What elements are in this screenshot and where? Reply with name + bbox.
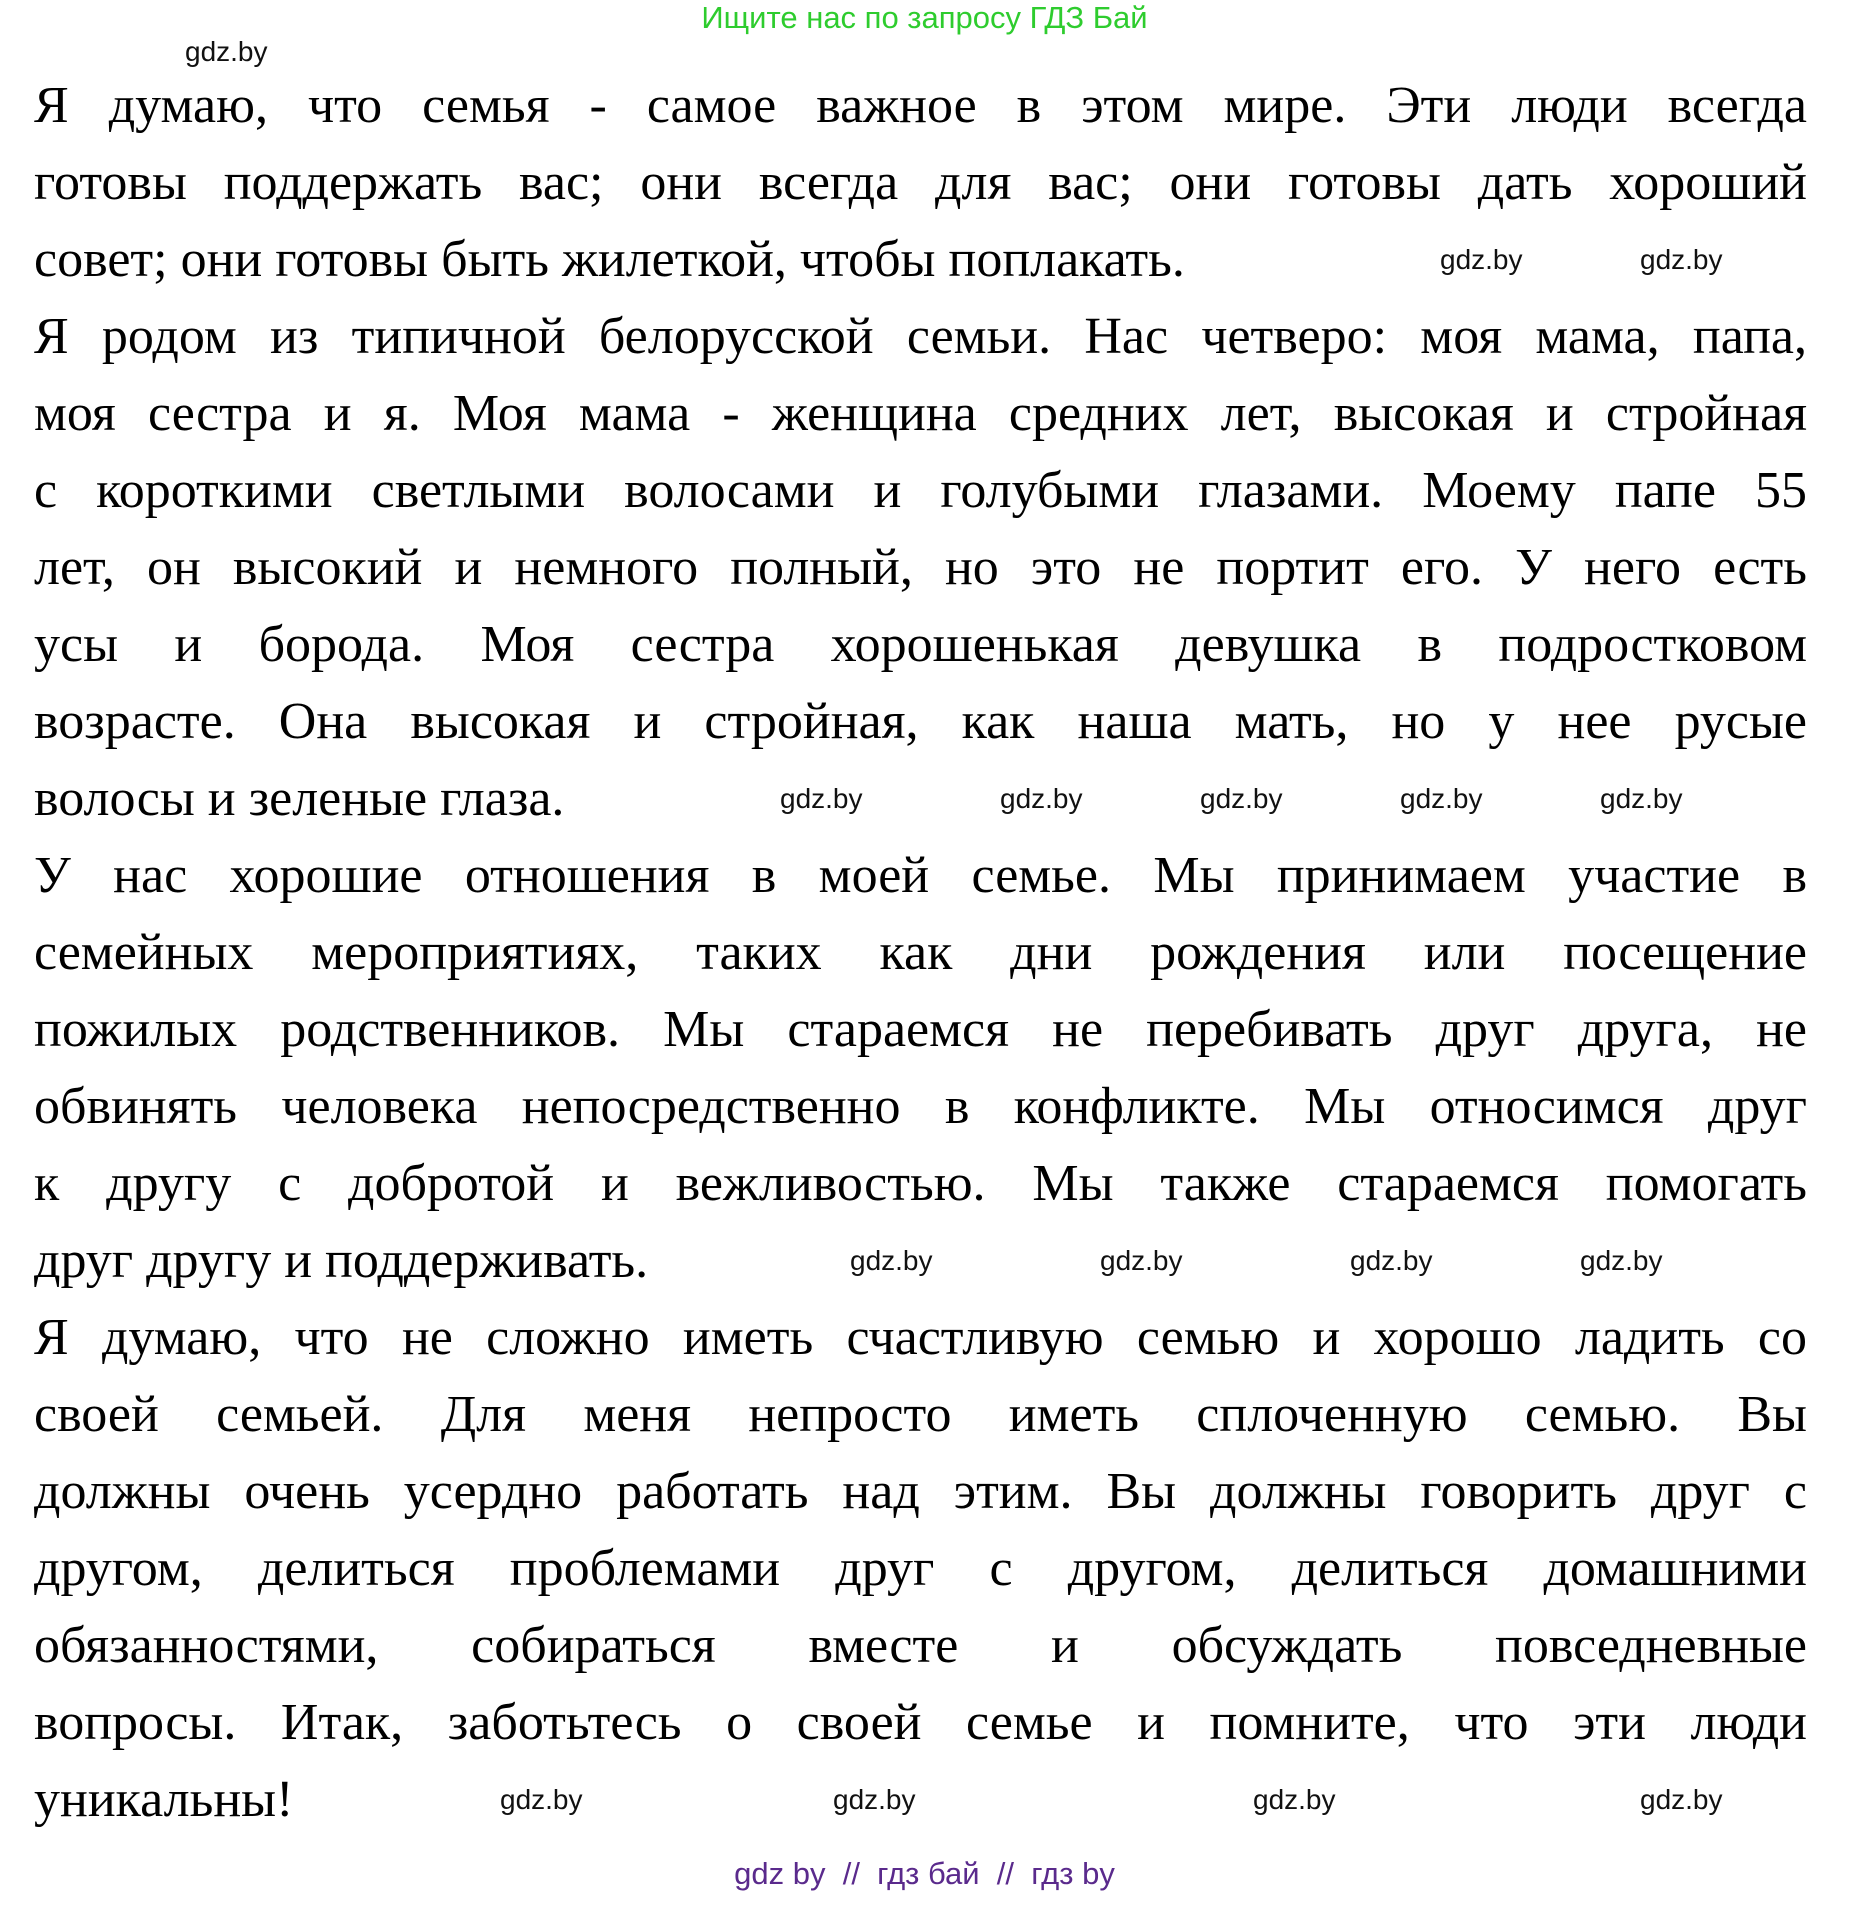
watermark: gdz.by: [1640, 1784, 1723, 1815]
paragraph: [34, 837, 1807, 1299]
text-line: моя сестра и я. Моя мама - женщина средних лет, высокая и стройная: [34, 385, 1807, 442]
text-line: Я родом из типичной белорусской семьи. Нас четверо: моя мама, папа,: [34, 308, 1807, 365]
watermark: gdz.by: [833, 1784, 916, 1815]
text-line: с короткими светлыми волосами и голубыми глазами. Моему папе 55: [34, 462, 1807, 519]
text-line: Я думаю, что не сложно иметь счастливую семью и хорошо ладить со: [34, 1309, 1807, 1366]
watermark: gdz.by: [1580, 1245, 1663, 1276]
text-line: возрасте. Она высокая и стройная, как наша мать, но у нее русые: [34, 693, 1807, 750]
text-line: У нас хорошие отношения в моей семье. Мы принимаем участие в: [34, 847, 1807, 904]
watermark: gdz.by: [1350, 1245, 1433, 1276]
text-line: своей семьей. Для меня непросто иметь сплоченную семью. Вы: [34, 1386, 1807, 1443]
text-line: уникальны!: [34, 1771, 294, 1828]
watermark: gdz.by: [1200, 783, 1283, 814]
watermark: gdz.by: [1600, 783, 1683, 814]
text-line: волосы и зеленые глаза.: [34, 770, 565, 827]
text-line: другом, делиться проблемами друг с другом, делиться домашними: [34, 1540, 1807, 1597]
essay-text: [34, 67, 1807, 1838]
paragraph: [34, 67, 1807, 298]
text-line: семейных мероприятиях, таких как дни рождения или посещение: [34, 924, 1807, 981]
search-hint-header: Ищите нас по запросу ГДЗ Бай: [701, 0, 1148, 35]
watermark: gdz.by: [500, 1784, 583, 1815]
text-line: обвинять человека непосредственно в конфликте. Мы относимся друг: [34, 1078, 1807, 1135]
text-line: Я думаю, что семья - самое важное в этом мире. Эти люди всегда: [34, 77, 1807, 134]
watermark: gdz.by: [1640, 244, 1723, 275]
paragraph: [34, 1299, 1807, 1838]
text-line: лет, он высокий и немного полный, но это не портит его. У него есть: [34, 539, 1807, 596]
watermark: gdz.by: [1253, 1784, 1336, 1815]
text-line: к другу с добротой и вежливостью. Мы также стараемся помогать: [34, 1155, 1807, 1212]
text-line: друг другу и поддерживать.: [34, 1232, 649, 1289]
watermark: gdz.by: [1440, 244, 1523, 275]
watermark: gdz.by: [185, 36, 268, 67]
watermark: gdz.by: [1000, 783, 1083, 814]
watermark: gdz.by: [1400, 783, 1483, 814]
text-line: обязанностями, собираться вместе и обсуждать повседневные: [34, 1617, 1807, 1674]
watermark: gdz.by: [780, 783, 863, 814]
site-footer: gdz by // гдз бай // гдз by: [734, 1856, 1115, 1891]
watermark: gdz.by: [850, 1245, 933, 1276]
text-line: совет; они готовы быть жилеткой, чтобы поплакать.: [34, 231, 1185, 288]
text-line: должны очень усердно работать над этим. Вы должны говорить друг с: [34, 1463, 1807, 1520]
text-line: усы и борода. Моя сестра хорошенькая девушка в подростковом: [34, 616, 1807, 673]
text-line: вопросы. Итак, заботьтесь о своей семье и помните, что эти люди: [34, 1694, 1807, 1751]
text-line: пожилых родственников. Мы стараемся не перебивать друг друга, не: [34, 1001, 1807, 1058]
text-line: готовы поддержать вас; они всегда для вас; они готовы дать хороший: [34, 154, 1807, 211]
paragraph: [34, 298, 1807, 837]
watermark: gdz.by: [1100, 1245, 1183, 1276]
